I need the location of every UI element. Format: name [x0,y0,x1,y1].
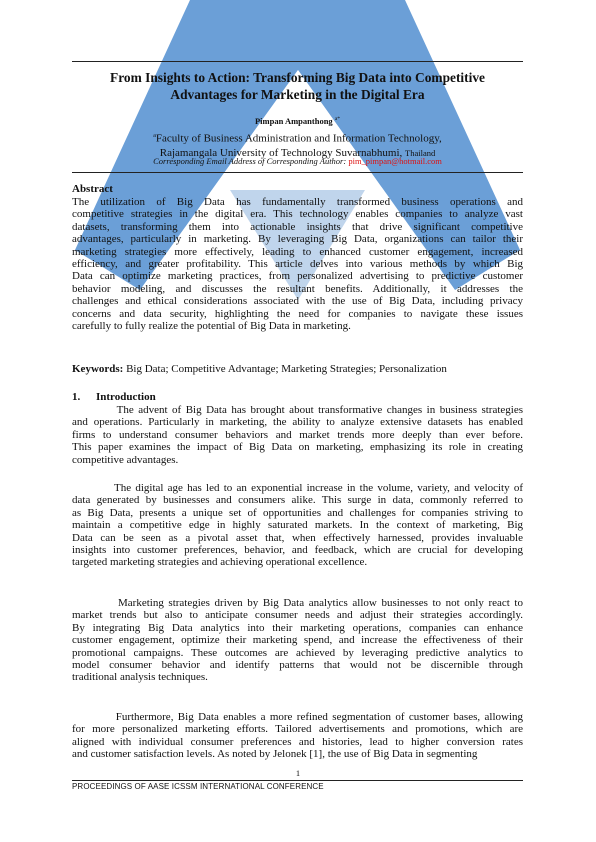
author [72,116,523,126]
text-line: Marketing strategies driven by Big Data analytics allow businesses to not only react to [72,597,523,609]
text-line: behavior modeling, and discusses the resultant benefits. Additionally, it addresses the [72,282,523,295]
author-name: Pimpan Ampanthong [254,116,333,126]
section-heading [72,391,156,403]
text-line: Data can optimize marketing practices, from personalized advertising to predictive customer [72,270,523,283]
affiliation-country: Thailand [405,147,436,158]
text-line: competitive advantages. [72,453,179,466]
text-line: customer engagement, optimize their marketing spend, and increase the effectiveness of their [72,634,523,647]
text-line: datasets, transforming them into actionable insights that drive significant competitive [72,220,523,233]
top-rule [72,61,523,62]
text-line: challenges and ethical considerations associated with the use of Big Data, including privacy [72,295,523,308]
text-line: market trends but also to anticipate consumer needs and adjust their strategies accordingly. [72,609,523,622]
affiliation-line: Rajamangala University of Technology Suvarnabhumi, [159,146,403,159]
text-line: model consumer behavior and identify patterns that would not be discernible through [72,658,523,671]
author-marker: a* [334,116,341,123]
section-paragraph [72,404,523,466]
text-line: This paper examines the impact of Big Data on marketing, emphasizing its role in creating [72,441,523,454]
affiliation-marker: a [153,133,156,139]
text-line: advantages, particularly in marketing. By leveraging Big Data, organizations can tailor their [72,233,523,246]
text-line: The digital age has led to an exponential increase in the volume, variety, and velocity of [72,482,523,494]
text-line: marketing strategies more effectively, leading to enhanced customer engagement, increased [72,245,523,258]
footer-rule [72,780,523,781]
keywords [72,363,447,375]
text-line: concerns and data security, highlighting the need for companies to navigate these issues [72,307,523,320]
text-line: traditional analysis techniques. [72,671,208,684]
page-number: 1 [295,768,301,778]
title-line: Advantages for Marketing in the Digital Era [170,87,425,102]
affiliation-line: Faculty of Business Administration and Information Technology, [155,132,442,145]
text-line: targeted marketing strategies and achieving operational excellence. [72,556,368,569]
text-line: and operations. Particularly in marketing, the ability to analyze extensive datasets has enabled [72,416,523,429]
text-line: promotional campaigns. These outcomes are achieved by leveraging predictive analytics to [72,646,523,659]
section-title: Introduction [96,391,156,403]
abstract-body [72,196,523,332]
section-number: 1. [72,391,81,403]
footer-text: PROCEEDINGS OF AASE ICSSM INTERNATIONAL CONFERENCE [72,782,324,791]
text-line: By integrating Big Data analytics into their marketing operations, companies can enhance [72,621,523,634]
text-line: Furthermore, Big Data enables a more refined segmentation of customer bases, allowing [72,711,523,723]
text-line: data generated by businesses and consumers alike. This surge in data, commonly referred to [72,494,523,507]
corresponding-email-link[interactable]: pim_pimpan@hotmail.com [348,156,442,166]
text-line: and customer satisfaction levels. As noted by Jelonek [1], the use of Big Data in segmenting [72,748,478,761]
text-line: The utilization of Big Data has fundamentally transformed business operations and [72,196,523,208]
title-line: From Insights to Action: Transforming Big Data into Competitive [110,70,485,85]
keywords-label: Keywords: [72,363,124,375]
text-line: for more personalized marketing efforts. Tailored advertisements and promotions, which are [72,723,523,736]
text-line: insights into customer preferences, behavior, and feedback, which are crucial for developing [72,543,523,556]
text-line: competitive strategies in the digital era. This technology enables companies to analyze vast [72,208,523,221]
paper-title [72,69,523,103]
corresponding-author [72,156,523,166]
section-paragraph [72,711,523,761]
text-line: Data can be seen as a pivotal asset that, when effectively harnessed, provides invaluable [72,531,523,544]
text-line: carefully to fully realize the potential of Big Data in marketing. [72,319,351,332]
text-line: firms to understand consumer behaviors and market trends more deeply than ever before. [72,428,523,441]
corresponding-label: Corresponding Email Address of Corresponding Author: [153,156,347,166]
section-paragraph [72,482,523,569]
text-line: aligned with individual consumer preferences and histories, lead to higher conversion rates [72,735,523,748]
section-paragraph [72,597,523,684]
text-line: efficiency, and greater profitability. This article delves into various methods by which Big [72,257,523,270]
text-line: The advent of Big Data has brought about transformative changes in business strategies [72,404,523,416]
text-line: as Big Data, presents a unique set of opportunities and challenges for companies striving to [72,506,523,519]
abstract-heading: Abstract [72,183,113,195]
keywords-text: Big Data; Competitive Advantage; Marketing Strategies; Personalization [126,363,447,375]
header-rule [72,172,523,173]
text-line: maintain a competitive edge in highly saturated markets. In the context of marketing, Big [72,519,523,532]
